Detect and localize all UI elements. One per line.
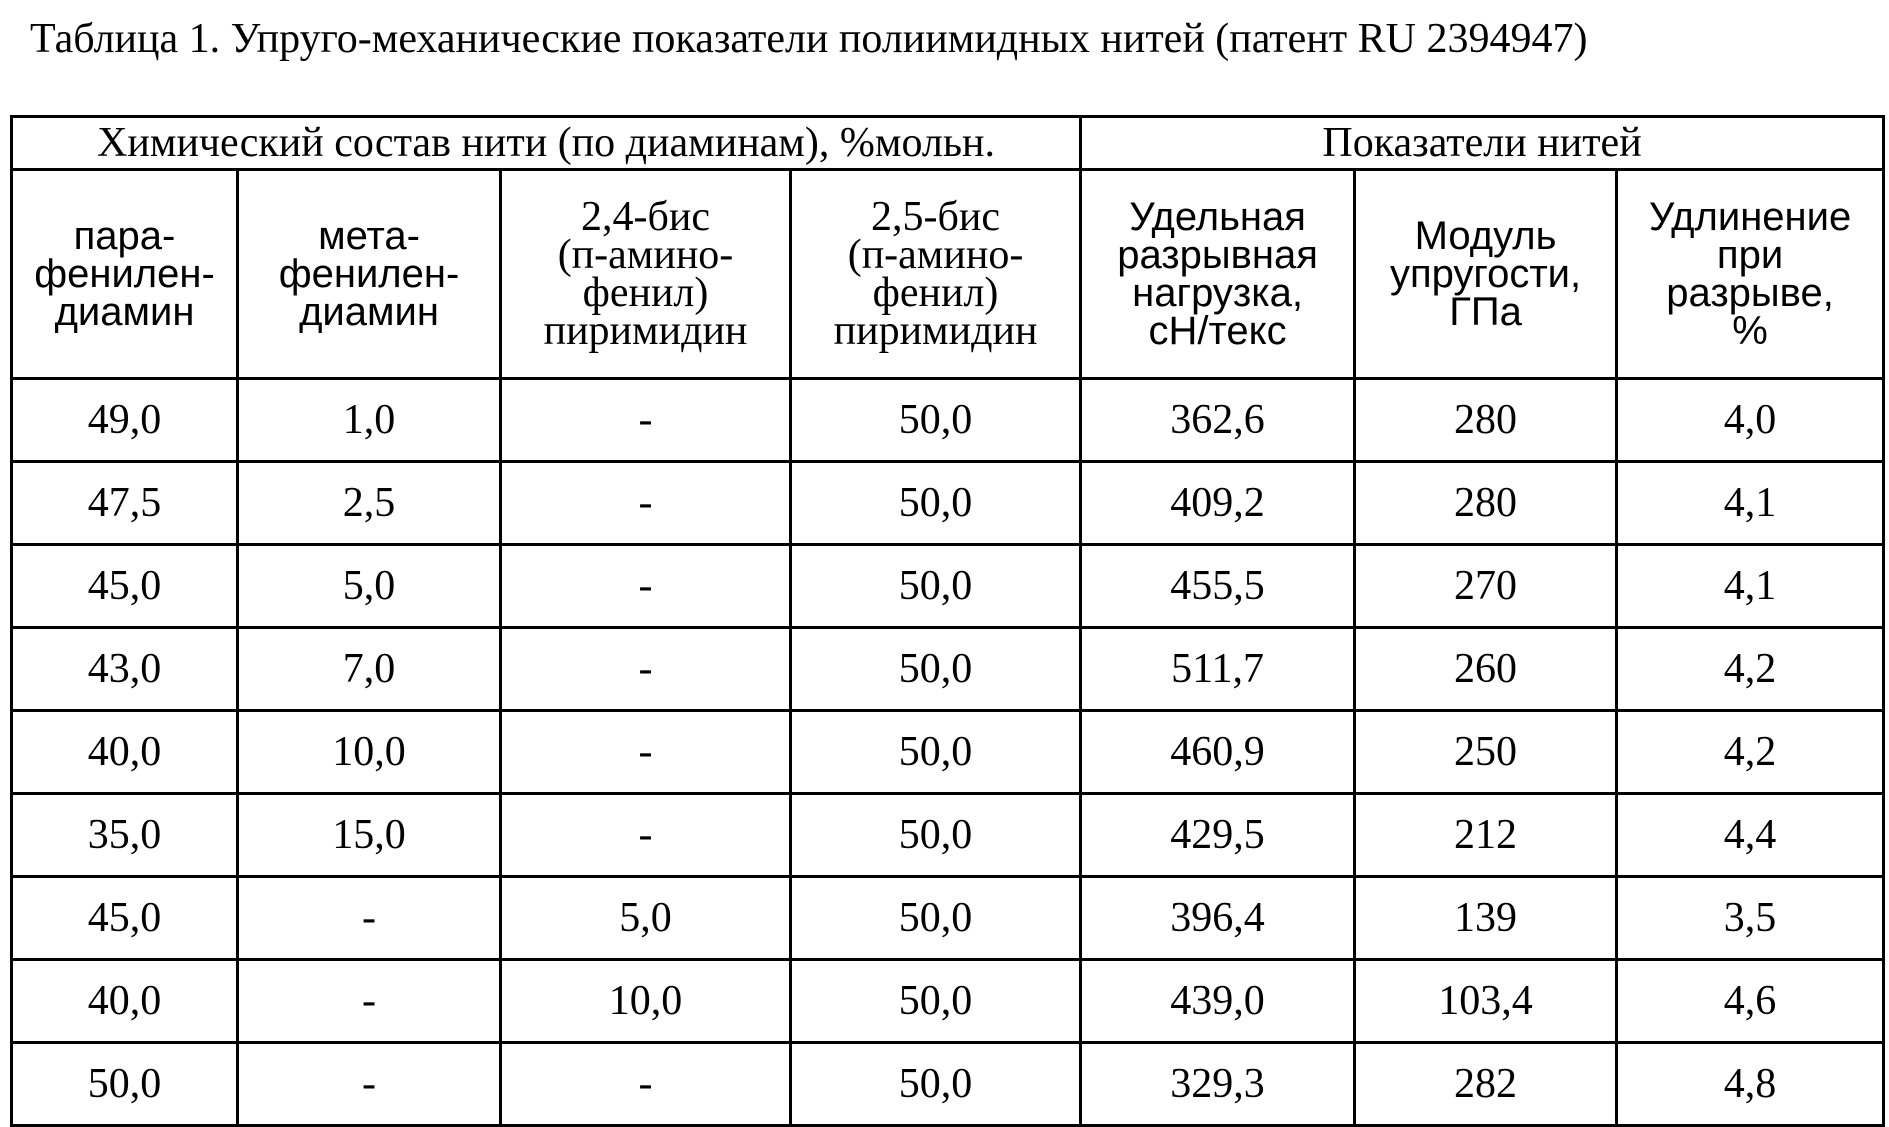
table-cell: 4,2 <box>1617 711 1884 794</box>
table-cell: 50,0 <box>791 1043 1081 1126</box>
table-cell: - <box>501 628 791 711</box>
table-cell: 260 <box>1355 628 1617 711</box>
col-header-label: пара- фенилен- диамин <box>34 214 215 334</box>
table-row <box>12 877 1884 960</box>
table-cell: - <box>501 379 791 462</box>
table-row <box>12 794 1884 877</box>
table-row <box>12 628 1884 711</box>
table-cell: 250 <box>1355 711 1617 794</box>
table-cell: 49,0 <box>12 379 238 462</box>
table-cell: - <box>501 462 791 545</box>
table-cell: 1,0 <box>238 379 501 462</box>
table-cell: 460,9 <box>1081 711 1355 794</box>
col-header-label: 2,4-бис (п-амино- фенил) пиримидин <box>543 194 748 354</box>
col-header-elastic-modulus <box>1355 170 1617 379</box>
table-cell: 329,3 <box>1081 1043 1355 1126</box>
table-cell: 35,0 <box>12 794 238 877</box>
table-body <box>12 379 1884 1126</box>
col-header-para-phenylenediamine <box>12 170 238 379</box>
group-header-row <box>12 117 1884 170</box>
table-row <box>12 711 1884 794</box>
table-cell: 270 <box>1355 545 1617 628</box>
table-row <box>12 462 1884 545</box>
table-cell: 5,0 <box>501 877 791 960</box>
table-cell: 409,2 <box>1081 462 1355 545</box>
table-cell: 50,0 <box>791 794 1081 877</box>
table-cell: 362,6 <box>1081 379 1355 462</box>
col-header-2-5-bis-pyrimidine <box>791 170 1081 379</box>
table-cell: 139 <box>1355 877 1617 960</box>
table-cell: 4,1 <box>1617 545 1884 628</box>
table-cell: - <box>238 960 501 1043</box>
table-cell: 3,5 <box>1617 877 1884 960</box>
header-chemical-composition: Химический состав нити (по диаминам), %мольн. <box>12 117 1081 170</box>
table-row <box>12 545 1884 628</box>
table-row <box>12 960 1884 1043</box>
table-cell: 7,0 <box>238 628 501 711</box>
col-header-label: 2,5-бис (п-амино- фенил) пиримидин <box>833 194 1038 354</box>
table-cell: 43,0 <box>12 628 238 711</box>
table-cell: 4,4 <box>1617 794 1884 877</box>
table-cell: - <box>501 794 791 877</box>
table-cell: 2,5 <box>238 462 501 545</box>
table-cell: 439,0 <box>1081 960 1355 1043</box>
table-cell: 50,0 <box>791 628 1081 711</box>
table-cell: 396,4 <box>1081 877 1355 960</box>
table-cell: 45,0 <box>12 545 238 628</box>
col-header-label: Удлинение при разрыве, % <box>1648 195 1852 353</box>
table-row <box>12 1043 1884 1126</box>
table-cell: 4,2 <box>1617 628 1884 711</box>
table-cell: 45,0 <box>12 877 238 960</box>
data-table <box>10 115 1885 1127</box>
col-header-2-4-bis-pyrimidine <box>501 170 791 379</box>
table-cell: 50,0 <box>791 711 1081 794</box>
column-header-row <box>12 170 1884 379</box>
table-cell: 47,5 <box>12 462 238 545</box>
col-header-label: Удельная разрывная нагрузка, сН/текс <box>1117 195 1318 353</box>
table-cell: 50,0 <box>791 545 1081 628</box>
table-cell: 280 <box>1355 379 1617 462</box>
col-header-label: мета- фенилен- диамин <box>278 214 460 334</box>
header-fiber-properties: Показатели нитей <box>1081 117 1884 170</box>
col-header-meta-phenylenediamine <box>238 170 501 379</box>
table-cell: 455,5 <box>1081 545 1355 628</box>
table-cell: 40,0 <box>12 960 238 1043</box>
table-cell: 511,7 <box>1081 628 1355 711</box>
table-cell: - <box>501 545 791 628</box>
table-cell: 50,0 <box>791 379 1081 462</box>
table-cell: 4,0 <box>1617 379 1884 462</box>
table-cell: - <box>238 877 501 960</box>
table-cell: 5,0 <box>238 545 501 628</box>
table-cell: 50,0 <box>12 1043 238 1126</box>
table-cell: 15,0 <box>238 794 501 877</box>
table-cell: - <box>238 1043 501 1126</box>
table-cell: 4,8 <box>1617 1043 1884 1126</box>
table-cell: 50,0 <box>791 462 1081 545</box>
table-row <box>12 379 1884 462</box>
table-cell: 4,1 <box>1617 462 1884 545</box>
table-caption: Таблица 1. Упруго-механические показатели полиимидных нитей (патент RU 2394947) <box>30 16 1588 62</box>
table-cell: 50,0 <box>791 877 1081 960</box>
table-cell: 103,4 <box>1355 960 1617 1043</box>
table-cell: 4,6 <box>1617 960 1884 1043</box>
table-cell: 40,0 <box>12 711 238 794</box>
col-header-elongation-at-break <box>1617 170 1884 379</box>
col-header-label: Модуль упругости, ГПа <box>1389 214 1582 334</box>
table-cell: 10,0 <box>238 711 501 794</box>
table-cell: 282 <box>1355 1043 1617 1126</box>
col-header-breaking-load <box>1081 170 1355 379</box>
table-cell: 280 <box>1355 462 1617 545</box>
table-cell: - <box>501 1043 791 1126</box>
table-cell: 10,0 <box>501 960 791 1043</box>
table-cell: 50,0 <box>791 960 1081 1043</box>
table-cell: 429,5 <box>1081 794 1355 877</box>
table-cell: 212 <box>1355 794 1617 877</box>
table-cell: - <box>501 711 791 794</box>
